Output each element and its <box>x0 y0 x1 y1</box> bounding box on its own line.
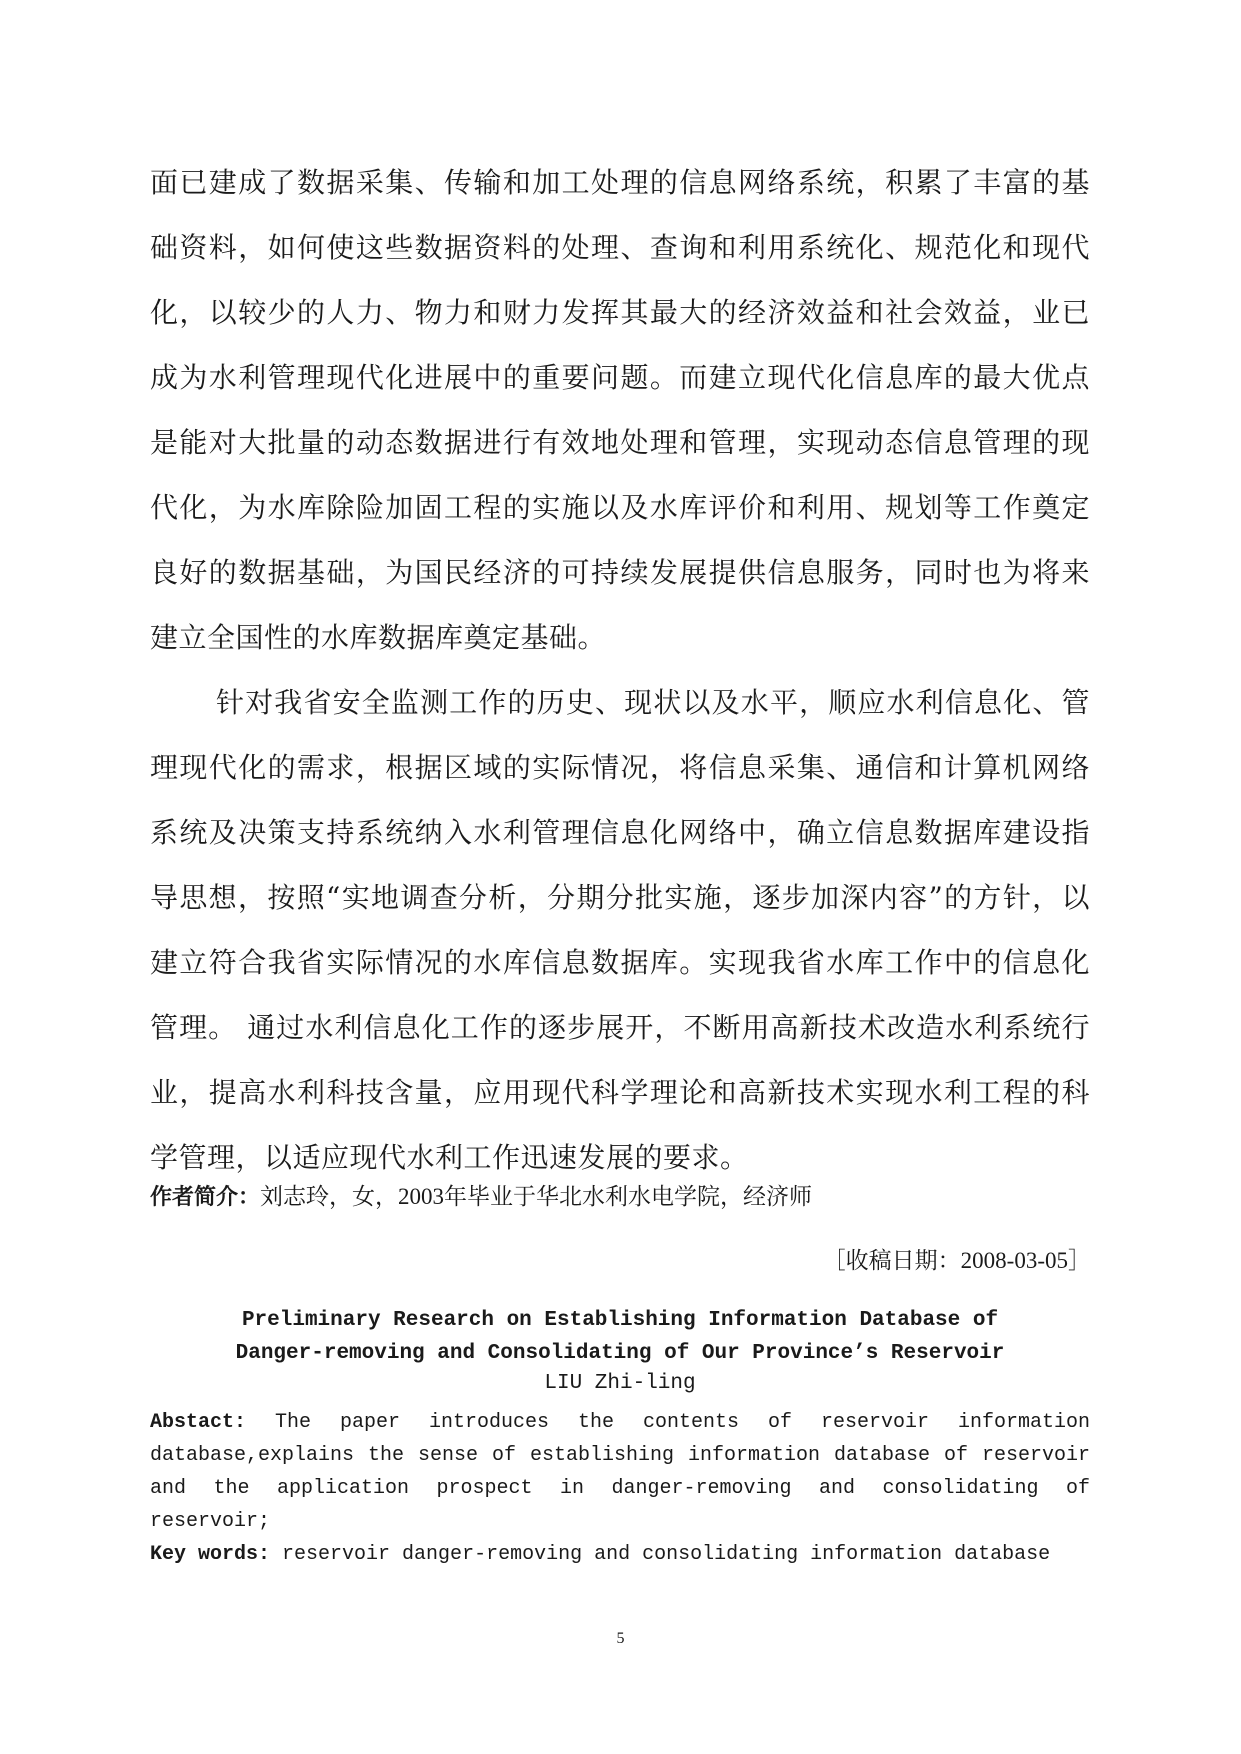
keywords-label: Key words: <box>150 1543 271 1566</box>
page-number: 5 <box>616 1630 625 1647</box>
author-bio-label: 作者简介： <box>150 1185 261 1210</box>
english-abstract-block <box>150 1406 1090 1571</box>
author-bio <box>150 1178 812 1211</box>
author-bio-text: 刘志玲，女，2003年毕业于华北水利水电学院，经济师 <box>260 1184 813 1209</box>
abstract-label: Abstact: <box>150 1411 247 1434</box>
keywords-text: reservoir danger-removing and consolidating information database <box>270 1543 1051 1566</box>
english-title-line-2: Danger-removing and Consolidating of Our Province’s Reservoir <box>235 1342 1005 1365</box>
received-date: ［收稿日期：2008-03-05］ <box>822 1248 1091 1273</box>
abstract-text: The paper introduces the contents of reservoir information database,explains the sense of establishing information database of reservoir and the application prospect in danger-removing and consolidating of reservoir; <box>150 1411 1090 1533</box>
english-author: LIU Zhi-ling <box>544 1372 696 1395</box>
english-title-line-1: Preliminary Research on Establishing Information Database of <box>241 1309 999 1332</box>
english-keywords <box>150 1538 1090 1571</box>
body-paragraph-2: 针对我省安全监测工作的历史、现状以及水平，顺应水利信息化、管理现代化的需求，根据区域的实际情况，将信息采集、通信和计算机网络系统及决策支持系统纳入水利管理信息化网络中，确立信息数据库建设指导思想，按照“实地调查分析，分期分批实施，逐步加深内容”的方针，以建立符合我省实际情况的水库信息数据库。实现我省水库工作中的信息化管理。 通过水利信息化工作的逐步展开，不断用高新技术改造水利系统行业，提高水利科技含量，应用现代科学理论和高新技术实现水利工程的科学管理，以适应现代水利工作迅速发展的要求。 <box>150 686 1090 1174</box>
english-abstract <box>150 1406 1090 1538</box>
body-paragraph-1: 面已建成了数据采集、传输和加工处理的信息网络系统，积累了丰富的基础资料，如何使这些数据资料的处理、查询和利用系统化、规范化和现代化，以较少的人力、物力和财力发挥其最大的经济效益和社会效益，业已成为水利管理现代化进展中的重要问题。而建立现代化信息库的最大优点是能对大批量的动态数据进行有效地处理和管理，实现动态信息管理的现代化，为水库除险加固工程的实施以及水库评价和利用、规划等工作奠定良好的数据基础，为国民经济的可持续发展提供信息服务，同时也为将来建立全国性的水库数据库奠定基础。 <box>150 166 1090 654</box>
english-title <box>150 1304 1090 1370</box>
